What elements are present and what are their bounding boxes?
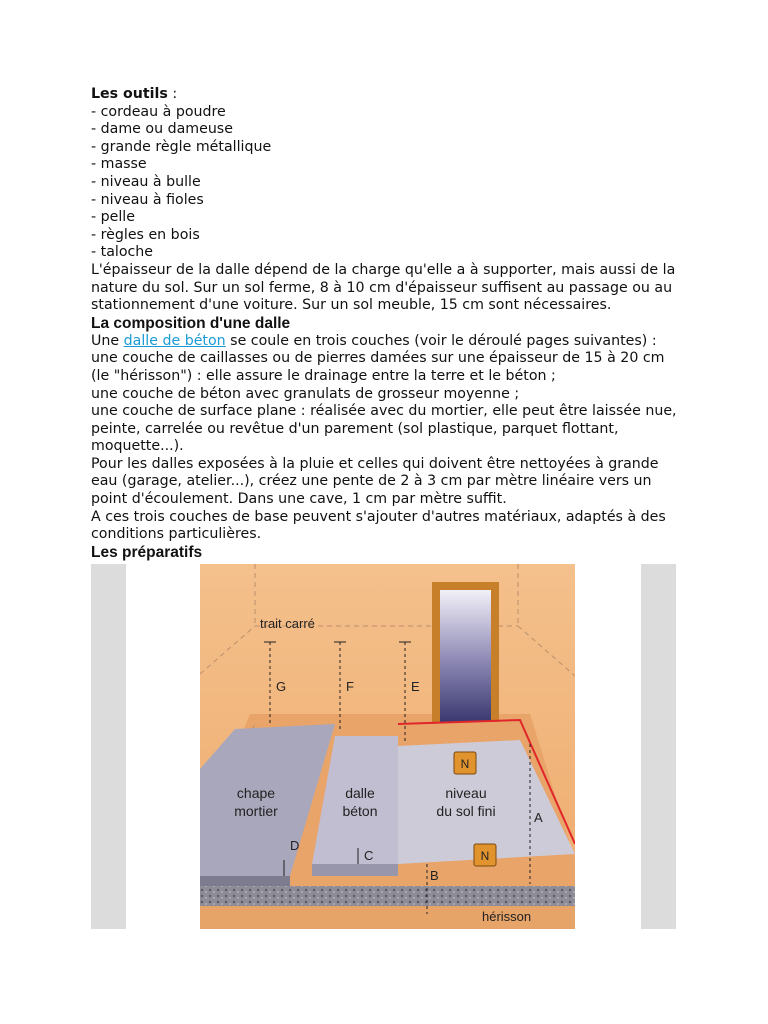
preparatifs-heading: Les préparatifs	[91, 543, 203, 561]
tool-item: - règles en bois	[91, 226, 200, 243]
label-dalle: dalle	[345, 785, 375, 801]
label-a: A	[534, 810, 543, 825]
label-trait-carre: trait carré	[260, 616, 315, 631]
dalle-de-beton-link[interactable]: dalle de béton	[123, 332, 226, 349]
dalle-side	[312, 864, 398, 876]
thickness-paragraph: L'épaisseur de la dalle dépend de la charge qu'elle a à supporter, mais aussi de la nature du sol. Sur un sol ferme, 8 à 10 cm d'épaisseur suffisent au passage ou au stationnement d'une voiture. Sur un sol meuble, 15 cm sont nécessaires.	[91, 261, 676, 314]
n-marker-lower	[474, 844, 496, 866]
label-d: D	[290, 838, 300, 853]
layer-1-text: une couche de caillasses ou de pierres damées sur une épaisseur de 15 à 20 cm (le "hérisson") : elle assure le drainage entre la terre et le béton ;	[91, 350, 665, 384]
chape-side	[200, 876, 290, 886]
label-sol-fini: du sol fini	[436, 803, 496, 819]
tool-item: - masse	[91, 156, 147, 173]
tool-item: - grande règle métallique	[91, 138, 272, 155]
tool-item: - pelle	[91, 209, 135, 226]
label-niveau: niveau	[445, 785, 487, 801]
composition-heading: La composition d'une dalle	[91, 314, 291, 332]
label-chape: chape	[236, 785, 276, 801]
svg-text:N: N	[480, 849, 490, 863]
tool-item: - niveau à bulle	[91, 173, 201, 190]
tool-item: - cordeau à poudre	[91, 103, 226, 120]
slab-diagram-svg	[200, 564, 575, 929]
slope-paragraph: Pour les dalles exposées à la pluie et celles qui doivent être nettoyées à grande eau (garage, atelier...), créez une pente de 2 à 3 cm par mètre linéaire vers un point d'écoulement. Dans une cave, 1 cm par mètre suffit.	[91, 455, 659, 508]
layer-2-text: une couche de béton avec granulats de grosseur moyenne ;	[91, 385, 520, 402]
n-marker-upper	[454, 752, 476, 774]
composition-intro: Une dalle de béton se coule en trois couches (voir le déroulé pages suivantes) :	[91, 332, 657, 349]
tools-title-line: Les outils :	[91, 86, 178, 102]
slab-diagram	[200, 564, 575, 929]
tool-item: - dame ou dameuse	[91, 121, 233, 138]
layer-3-text: une couche de surface plane : réalisée avec du mortier, elle peut être laissée nue, peinte, carrelée ou revêtue d'un parement (sol plastique, parquet flottant, moquette...).	[91, 403, 677, 455]
label-f: F	[346, 679, 354, 694]
tool-item: - taloche	[91, 244, 154, 261]
tools-title: Les outils	[91, 86, 168, 102]
label-c: C	[364, 848, 374, 863]
document-body	[91, 86, 681, 562]
label-e: E	[411, 679, 420, 694]
label-beton: béton	[342, 803, 378, 819]
extra-paragraph: A ces trois couches de base peuvent s'ajouter d'autres matériaux, adaptés à des conditions particulières.	[91, 508, 666, 543]
label-herisson: hérisson	[482, 909, 532, 924]
tool-item: - niveau à fioles	[91, 191, 204, 208]
label-b: B	[430, 868, 439, 883]
label-mortier: mortier	[234, 803, 278, 819]
right-gray-bar	[641, 564, 676, 929]
label-g: G	[276, 679, 287, 694]
herisson-layer	[200, 886, 575, 906]
left-gray-bar	[91, 564, 126, 929]
door-glass	[440, 590, 491, 722]
svg-text:N: N	[460, 757, 470, 771]
